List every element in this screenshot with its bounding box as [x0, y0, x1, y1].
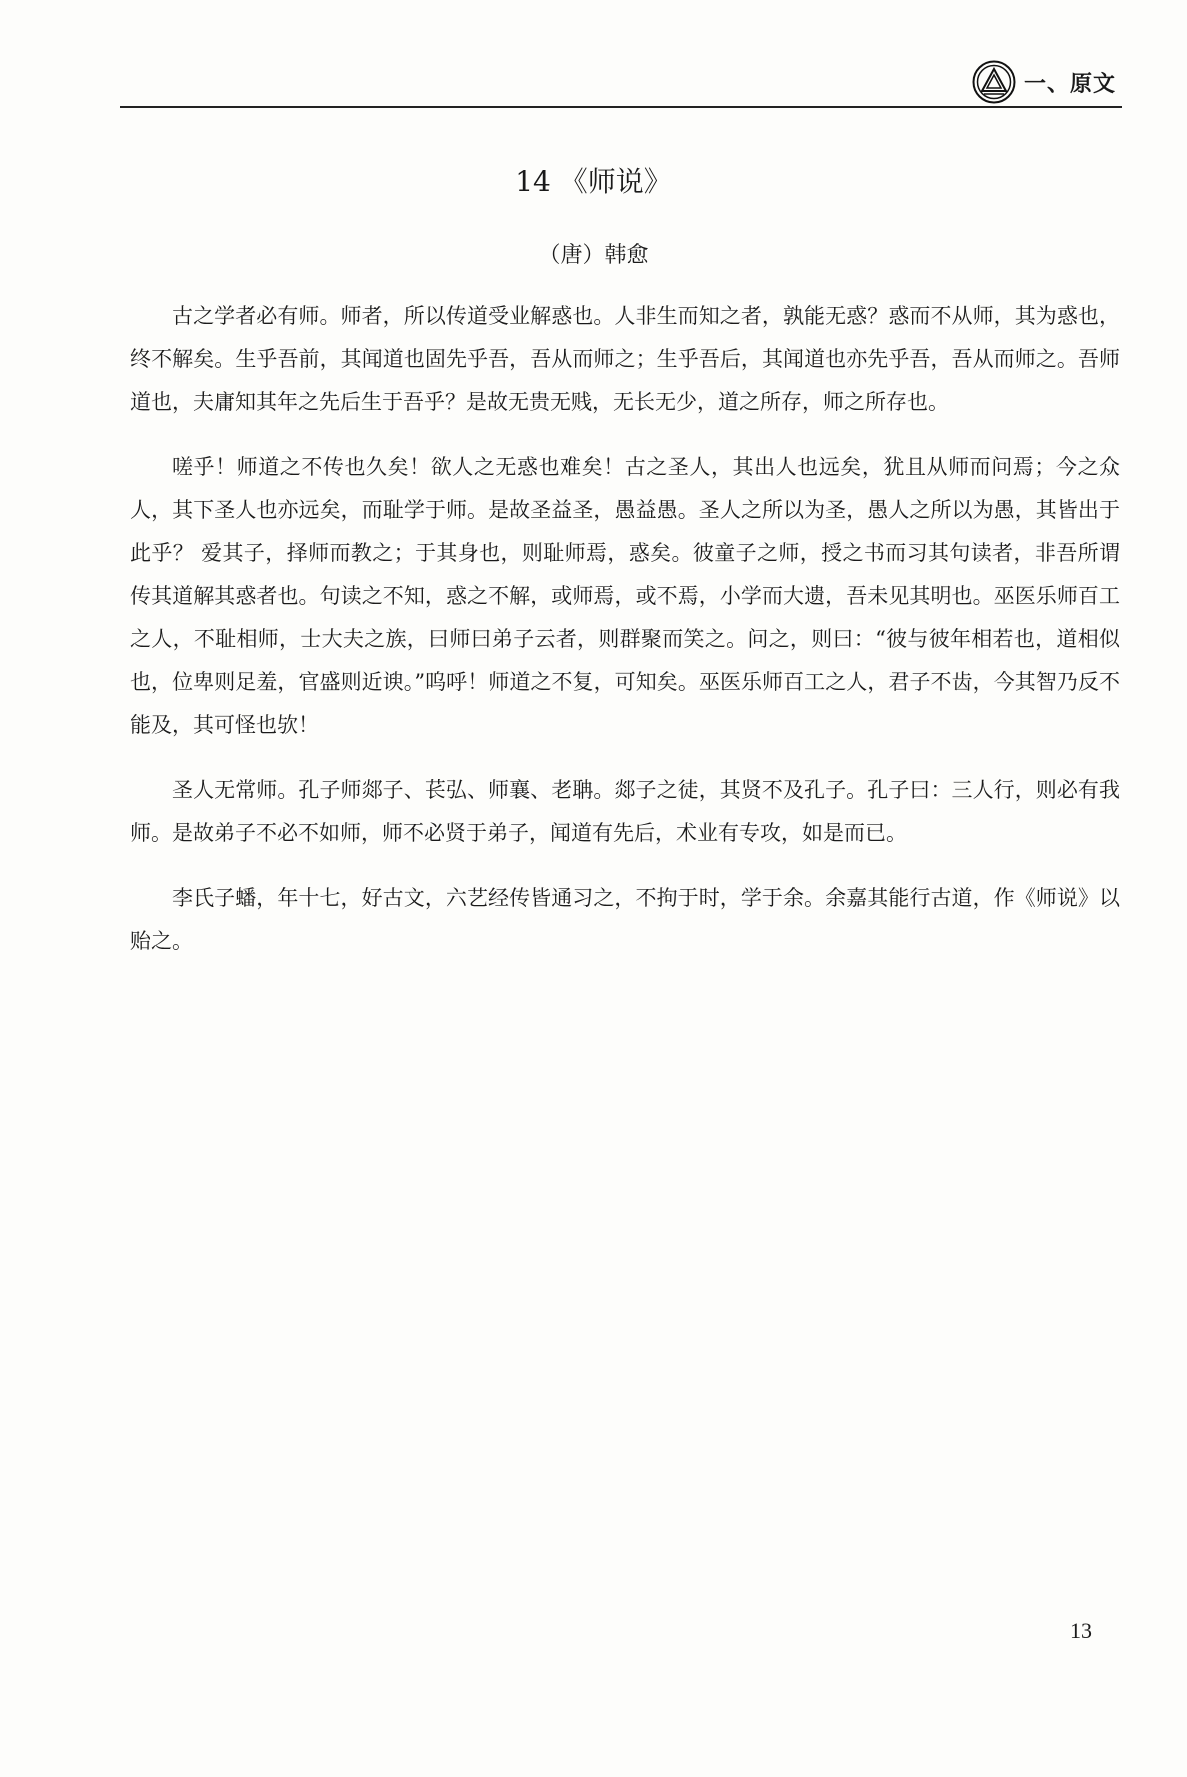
- running-header: [120, 50, 1122, 108]
- page-number: 13: [1070, 1618, 1092, 1643]
- paragraph: 圣人无常师。孔子师郯子、苌弘、师襄、老聃。郯子之徒，其贤不及孔子。孔子曰：三人行，则必有我师。是故弟子不必不如师，师不必贤于弟子，闻道有先后，术业有专攻，如是而已。: [130, 778, 1120, 845]
- header-section: [972, 60, 1116, 104]
- paragraph: 李氏子蟠，年十七，好古文，六艺经传皆通习之，不拘于时，学于余。余嘉其能行古道，作《师说》以贻之。: [130, 886, 1120, 953]
- article-body: [130, 295, 1120, 985]
- article-author: （唐）韩愈: [538, 243, 649, 268]
- header-rule: [120, 106, 1122, 108]
- paragraph: 嗟乎！师道之不传也久矣！欲人之无惑也难矣！古之圣人，其出人也远矣，犹且从师而问焉；今之众人，其下圣人也亦远矣，而耻学于师。是故圣益圣，愚益愚。圣人之所以为圣，愚人之所以为愚，其皆出于此乎？ 爱其子，择师而教之；于其身也，则耻师焉，惑矣。彼童子之师，授之书而习其句读者，非吾所谓传其道解其惑者也。句读之不知，惑之不解，或师焉，或不焉，小学而大遗，吾未见其明也。巫医乐师百工之人，不耻相师，士大夫之族，曰师曰弟子云者，则群聚而笑之。问之，则曰：“彼与彼年相若也，道相似也，位卑则足羞，官盛则近谀。”呜呼！师道之不复，可知矣。巫医乐师百工之人，君子不齿，今其智乃反不能及，其可怪也欤！: [130, 455, 1120, 737]
- section-label: 一、原文: [1023, 71, 1116, 97]
- paragraph: 古之学者必有师。师者，所以传道受业解惑也。人非生而知之者，孰能无惑？惑而不从师，其为惑也，终不解矣。生乎吾前，其闻道也固先乎吾，吾从而师之；生乎吾后，其闻道也亦先乎吾，吾从而师之。吾师道也，夫庸知其年之先后生于吾乎？是故无贵无贱，无长无少，道之所存，师之所存也。: [130, 304, 1120, 414]
- emblem-icon: [972, 60, 1016, 104]
- article-title: 14 《师说》: [515, 165, 672, 198]
